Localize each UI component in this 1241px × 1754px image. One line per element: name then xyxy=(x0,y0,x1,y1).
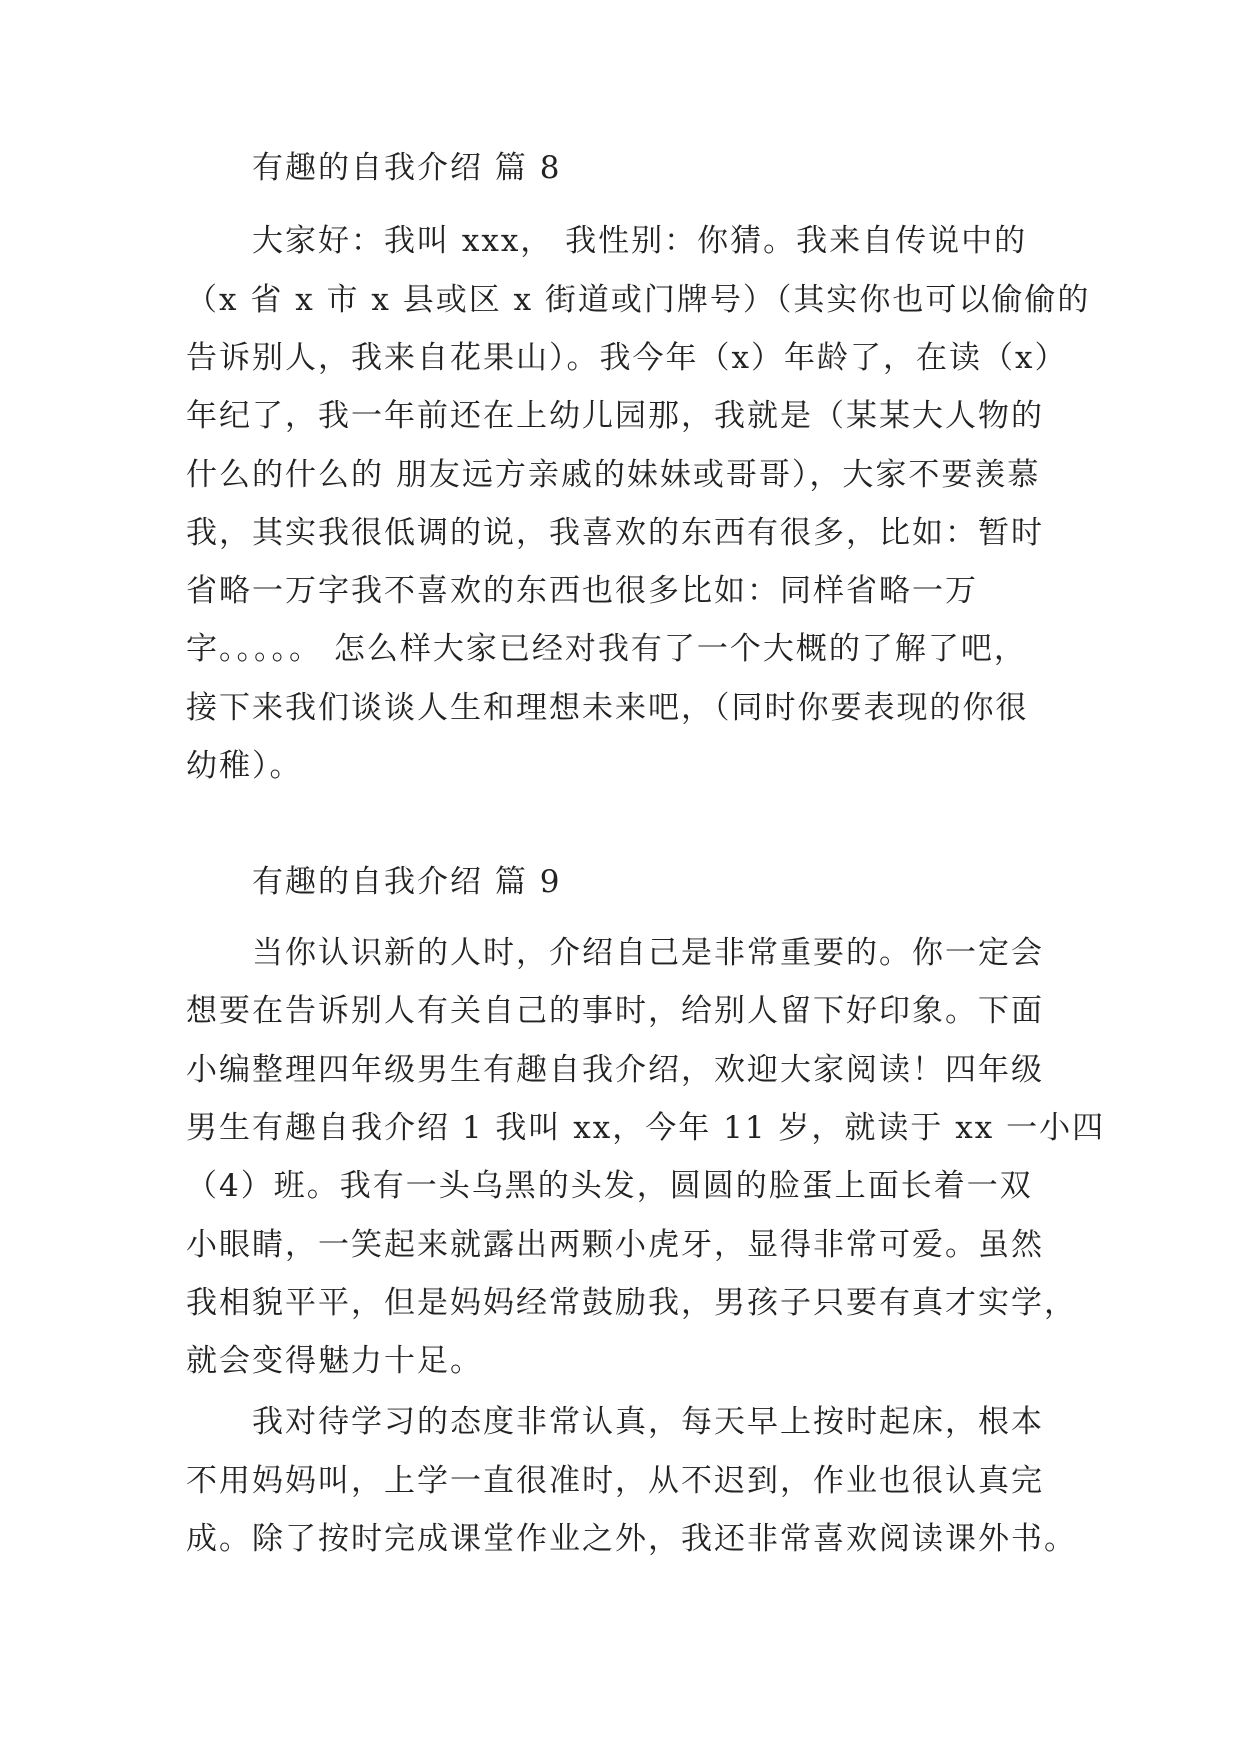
text-line: 接下来我们谈谈人生和理想未来吧，（同时你要表现的你很 xyxy=(186,690,1029,726)
section-heading-9: 有趣的自我介绍 篇 9 xyxy=(252,864,562,900)
text-line: 省略一万字我不喜欢的东西也很多比如：同样省略一万 xyxy=(186,573,978,609)
text-line: 不用妈妈叫，上学一直很准时，从不迟到，作业也很认真完 xyxy=(186,1463,1044,1499)
text-line: 字。。。。。 怎么样大家已经对我有了一个大概的了解了吧， xyxy=(186,631,1027,667)
text-line: 我，其实我很低调的说，我喜欢的东西有很多，比如：暂时 xyxy=(186,515,1044,551)
text-line: 男生有趣自我介绍 1 我叫 xx，今年 11 岁，就读于 xx 一小四 xyxy=(186,1110,1106,1146)
text-line: 小眼睛，一笑起来就露出两颗小虎牙，显得非常可爱。虽然 xyxy=(186,1227,1044,1263)
text-line: （4）班。我有一头乌黑的头发，圆圆的脸蛋上面长着一双 xyxy=(186,1168,1033,1204)
text-line: 告诉别人，我来自花果山）。我今年（x）年龄了，在读（x） xyxy=(186,340,1068,376)
text-line: 成。除了按时完成课堂作业之外，我还非常喜欢阅读课外书。 xyxy=(186,1521,1077,1557)
text-line: 大家好：我叫 xxx， 我性别：你猜。我来自传说中的 xyxy=(252,223,1028,259)
text-line: 什么的什么的 朋友远方亲戚的妹妹或哥哥），大家不要羡慕 xyxy=(186,457,1041,493)
text-line: 就会变得魅力十足。 xyxy=(186,1343,483,1379)
text-line: 年纪了，我一年前还在上幼儿园那，我就是（某某大人物的 xyxy=(186,398,1044,434)
text-line: 幼稚）。 xyxy=(186,748,303,784)
text-line: （x 省 x 市 x 县或区 x 街道或门牌号）（其实你也可以偷偷的 xyxy=(186,282,1091,318)
section-heading-8: 有趣的自我介绍 篇 8 xyxy=(252,150,562,186)
text-line: 想要在告诉别人有关自己的事时，给别人留下好印象。下面 xyxy=(186,993,1044,1029)
text-line: 我相貌平平，但是妈妈经常鼓励我，男孩子只要有真才实学， xyxy=(186,1285,1077,1321)
text-line: 当你认识新的人时，介绍自己是非常重要的。你一定会 xyxy=(252,935,1044,971)
text-line: 我对待学习的态度非常认真，每天早上按时起床，根本 xyxy=(252,1404,1044,1440)
text-line: 小编整理四年级男生有趣自我介绍，欢迎大家阅读！四年级 xyxy=(186,1052,1044,1088)
